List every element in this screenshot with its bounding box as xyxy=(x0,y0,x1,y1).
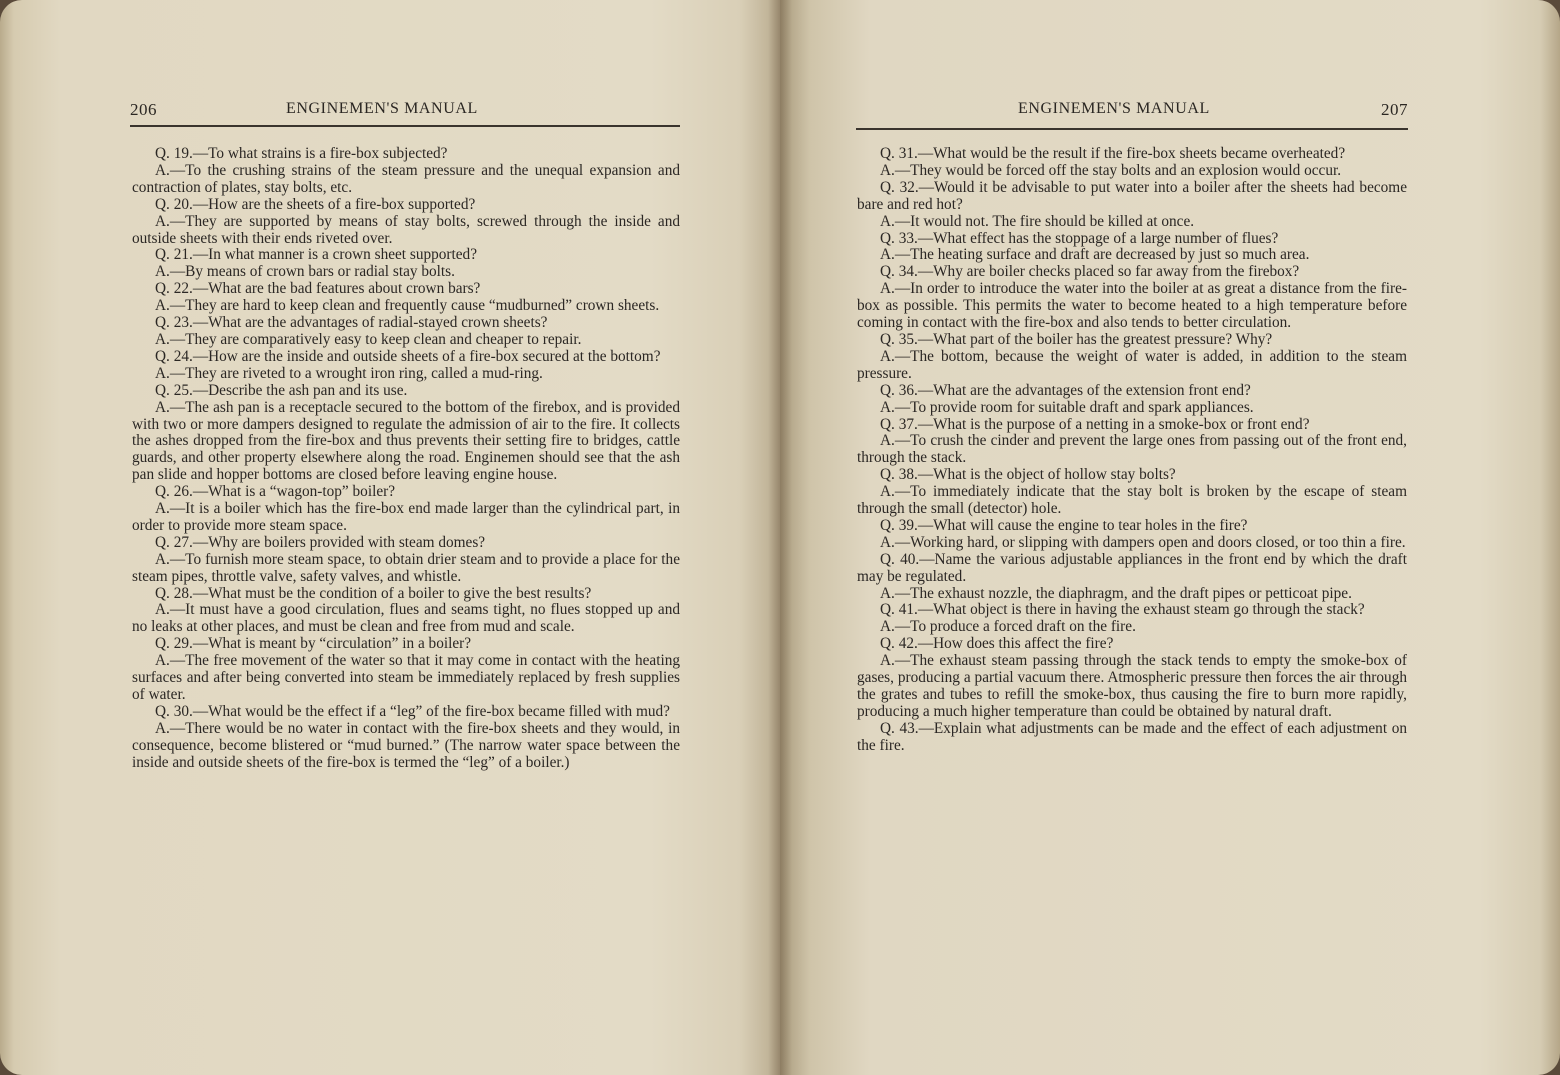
page-number: 206 xyxy=(130,100,157,119)
paragraph: Q. 21.—In what manner is a crown sheet supported? xyxy=(155,246,477,264)
paragraph: A.—They are comparatively easy to keep clean and cheaper to repair. xyxy=(155,330,582,348)
paragraph: A.—The exhaust nozzle, the diaphragm, and the draft pipes or petticoat pipe. xyxy=(880,584,1352,602)
paragraph: A.—The free movement of the water so that it may come in contact with the heating surfaces and after being converted into steam be immediately replaced by fresh supplies of water. xyxy=(132,652,680,703)
paragraph: A.—It must have a good circulation, flues and seams tight, no flues stopped up and no leaks at other places, and must be clean and free from mud and scale. xyxy=(132,601,680,636)
paragraph: Q. 43.—Explain what adjustments can be made and the effect of each adjustment on the fire. xyxy=(857,719,1407,754)
paragraph: Q. 32.—Would it be advisable to put water into a boiler after the sheets had become bare and red hot? xyxy=(857,178,1407,213)
running-title: ENGINEMEN'S MANUAL xyxy=(1018,100,1210,117)
paragraph: A.—The bottom, because the weight of water is added, in addition to the steam pressure. xyxy=(857,347,1407,382)
paragraph: Q. 20.—How are the sheets of a fire-box supported? xyxy=(155,195,476,213)
paragraph: A.—To the crushing strains of the steam pressure and the unequal expansion and contraction of plates, stay bolts, etc. xyxy=(132,161,680,196)
paragraph: A.—They are riveted to a wrought iron ring, called a mud-ring. xyxy=(155,364,543,382)
paragraph: Q. 35.—What part of the boiler has the greatest pressure? Why? xyxy=(880,330,1273,348)
paragraph: Q. 22.—What are the bad features about crown bars? xyxy=(155,280,481,298)
paragraph: Q. 29.—What is meant by “circulation” in a boiler? xyxy=(155,635,472,653)
header-rule xyxy=(130,125,680,127)
paragraph: A.—To provide room for suitable draft and spark appliances. xyxy=(880,398,1254,416)
page-number: 207 xyxy=(1381,100,1408,119)
paragraph: A.—They are supported by means of stay bolts, screwed through the inside and outside sheets with their ends riveted over. xyxy=(132,212,680,247)
paragraph: Q. 24.—How are the inside and outside sheets of a fire-box secured at the bottom? xyxy=(155,347,661,365)
paragraph: A.—The heating surface and draft are decreased by just so much area. xyxy=(880,246,1310,264)
paragraph: Q. 25.—Describe the ash pan and its use. xyxy=(155,381,408,399)
paragraph: Q. 19.—To what strains is a fire-box subjected? xyxy=(155,145,448,162)
paragraph: A.—It would not. The fire should be killed at once. xyxy=(880,212,1195,230)
paragraph: A.—In order to introduce the water into the boiler at as great a distance from the fire-box as possible. This permits the water to become heated to a high temperature before coming in contact with the fire-box and also tends to better circulation. xyxy=(857,280,1407,332)
paragraph: Q. 23.—What are the advantages of radial-stayed crown sheets? xyxy=(155,314,548,332)
paragraph: Q. 33.—What effect has the stoppage of a large number of flues? xyxy=(880,229,1279,247)
paragraph: A.—The exhaust steam passing through the stack tends to empty the smoke-box of gases, producing a partial vacuum there. Atmospheric pressure then forces the air through the grates and tubes to refill the smoke-box, thus causing the fire to burn more rapidly, producing a much higher temperature than could be obtained by natural draft. xyxy=(857,652,1407,720)
paragraph: Q. 40.—Name the various adjustable appliances in the front end by which the draft may be regulated. xyxy=(857,550,1407,585)
paragraph: Q. 36.—What are the advantages of the extension front end? xyxy=(880,381,1251,399)
paragraph: A.—It is a boiler which has the fire-box end made larger than the cylindrical part, in order to provide more steam space. xyxy=(132,500,680,534)
paragraph: Q. 30.—What would be the effect if a “leg” of the fire-box became filled with mud? xyxy=(155,702,670,720)
paragraph: Q. 28.—What must be the condition of a boiler to give the best results? xyxy=(155,584,592,602)
right-page-body xyxy=(857,146,1407,755)
paragraph: A.—They would be forced off the stay bolts and an explosion would occur. xyxy=(880,161,1342,179)
paragraph: Q. 26.—What is a “wagon-top” boiler? xyxy=(155,483,395,501)
paragraph: Q. 39.—What will cause the engine to tear holes in the fire? xyxy=(880,516,1248,534)
paragraph: Q. 27.—Why are boilers provided with steam domes? xyxy=(155,533,486,551)
paragraph: Q. 37.—What is the purpose of a netting in a smoke-box or front end? xyxy=(880,415,1310,433)
paragraph: Q. 42.—How does this affect the fire? xyxy=(880,635,1114,653)
paragraph: A.—To crush the cinder and prevent the large ones from passing out of the front end, through the stack. xyxy=(857,432,1407,467)
book-gutter xyxy=(768,0,792,1075)
paragraph: A.—Working hard, or slipping with dampers open and doors closed, or too thin a fire. xyxy=(880,533,1406,551)
left-page-header xyxy=(130,100,680,122)
left-page-body xyxy=(132,146,680,772)
paragraph: Q. 34.—Why are boiler checks placed so far away from the firebox? xyxy=(880,263,1300,281)
paragraph: A.—The ash pan is a receptacle secured to the bottom of the firebox, and is provided with two or more dampers designed to regulate the admission of air to the fire. It collects the ashes dropped from the fire-box and thus prevents their setting fire to bridges, cattle guards, and other property elsewhere along the road. Enginemen should see that the ash pan slide and hopper bottoms are closed before leaving engine house. xyxy=(132,398,680,484)
paragraph: A.—To produce a forced draft on the fire. xyxy=(880,618,1136,636)
paragraph: A.—To immediately indicate that the stay bolt is broken by the escape of steam through the small (detector) hole. xyxy=(857,483,1407,518)
paragraph: Q. 31.—What would be the result if the fire-box sheets became overheated? xyxy=(880,145,1346,162)
paragraph: Q. 41.—What object is there in having the exhaust steam go through the stack? xyxy=(880,601,1365,619)
paragraph: A.—By means of crown bars or radial stay bolts. xyxy=(155,263,455,281)
paragraph: Q. 38.—What is the object of hollow stay bolts? xyxy=(880,466,1176,484)
right-page xyxy=(780,0,1560,1075)
paragraph: A.—To furnish more steam space, to obtain drier steam and to provide a place for the steam pipes, throttle valve, safety valves, and whistle. xyxy=(132,550,680,585)
running-title: ENGINEMEN'S MANUAL xyxy=(286,100,478,117)
paragraph: A.—There would be no water in contact with the fire-box sheets and they would, in consequence, become blistered or “mud burned.” (The narrow water space between the inside and outside sheets of the fire-box is termed the “leg” of a boiler.) xyxy=(132,719,680,771)
header-rule xyxy=(856,128,1408,130)
paragraph: A.—They are hard to keep clean and frequently cause “mudburned” crown sheets. xyxy=(155,297,660,315)
right-page-header xyxy=(858,100,1408,122)
